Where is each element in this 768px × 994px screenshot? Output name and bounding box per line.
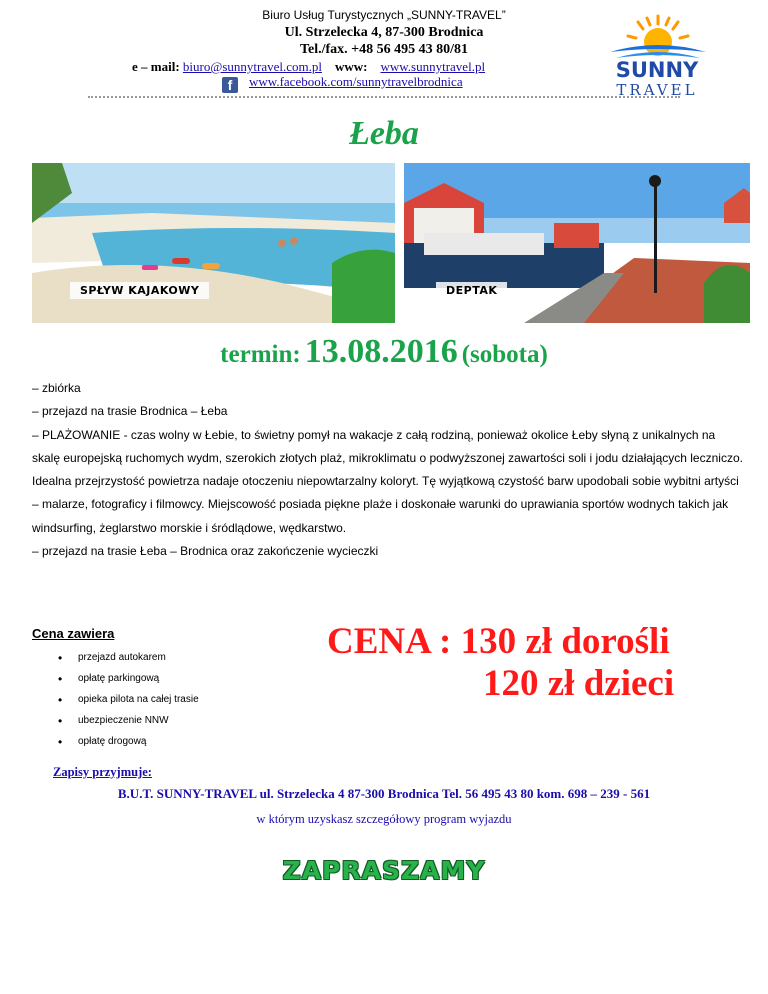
kayak-river-image [32, 163, 395, 323]
company-name: Biuro Usług Turystycznych „SUNNY-TRAVEL” [262, 8, 506, 22]
photo-kayaking [32, 163, 395, 323]
promenade-image [404, 163, 750, 323]
list-item: • opłatę drogową [58, 731, 199, 752]
logo-sunny-text: SUNNY [615, 58, 699, 82]
company-phone: Tel./fax. +48 56 495 43 80/81 [299, 42, 469, 57]
program-description [32, 377, 744, 563]
logo-travel-text: TRAVEL [616, 81, 698, 99]
list-item: • opieka pilota na całej trasie [58, 689, 199, 710]
company-address: Ul. Strzelecka 4, 87-300 Brodnica [284, 25, 484, 40]
page-title: Łeba [349, 115, 419, 152]
list-item: • opłatę parkingową [58, 668, 199, 689]
trip-date [0, 333, 768, 371]
email-label: e – mail: [132, 59, 180, 74]
www-label: www: [334, 59, 368, 74]
price-children: 120 zł dzieci [483, 663, 675, 704]
program-line: – PLAŻOWANIE - czas wolny w Łebie, to świetny pomył na wakacje z całą rodziną, ponieważ okolice Łeby słyną z unikalnych na skalę europejską ruchomych wydm, szerokich złotych plaż, mikroklimatu o podwyższonej zawartości soli i jodu działających leczniczo. Idealna przejrzystość powietrza nadaje otoczeniu niepowtarzalny koloryt. Tę wyjątkową czystość barw upodobali sobie wybitni artyści – malarze, fotograficy i filmowcy. Miejscowość posiada piękne plaże i doskonałe warunki do uprawiania sportów wodnych takich jak windsurfing, żeglarstwo morskie i śródlądowe, wędkarstwo. [32, 427, 743, 535]
facebook-icon[interactable]: f [222, 77, 238, 93]
date-value: 13.08.2016 [304, 333, 458, 370]
date-label: termin: [220, 341, 301, 368]
photo-promenade [404, 163, 750, 323]
email-link[interactable]: biuro@sunnytravel.com.pl [182, 59, 322, 74]
registration-note: w którym uzyskasz szczegółowy program wyjazdu [256, 812, 512, 826]
sunny-travel-logo [590, 14, 725, 99]
photo-caption: DEPTAK [436, 282, 507, 299]
list-item: • ubezpieczenie NNW [58, 710, 199, 731]
sun-icon [610, 16, 706, 58]
registration-contact: B.U.T. SUNNY-TRAVEL ul. Strzelecka 4 87-300 Brodnica Tel. 56 495 43 80 kom. 698 – 239 - 561 [117, 786, 651, 801]
facebook-link[interactable]: www.facebook.com/sunnytravelbrodnica [249, 74, 463, 89]
program-line: – przejazd na trasie Łeba – Brodnica oraz zakończenie wycieczki [32, 544, 379, 559]
registration-label: Zapisy przyjmuje: [53, 765, 152, 779]
price-adults: CENA : 130 zł dorośli [327, 621, 670, 662]
program-line: – przejazd na trasie Brodnica – Łeba [32, 404, 228, 419]
program-line: – zbiórka [32, 381, 81, 395]
website-link[interactable]: www.sunnytravel.pl [380, 59, 486, 74]
date-day: (sobota) [461, 341, 548, 368]
list-item: • przejazd autokarem [58, 647, 199, 668]
invitation-footer: ZAPRASZAMY [282, 856, 486, 885]
price-includes-label: Cena zawiera [32, 626, 115, 641]
contact-line [132, 59, 485, 75]
price-includes-list [58, 647, 199, 752]
photo-caption: SPŁYW KAJAKOWY [70, 282, 209, 299]
